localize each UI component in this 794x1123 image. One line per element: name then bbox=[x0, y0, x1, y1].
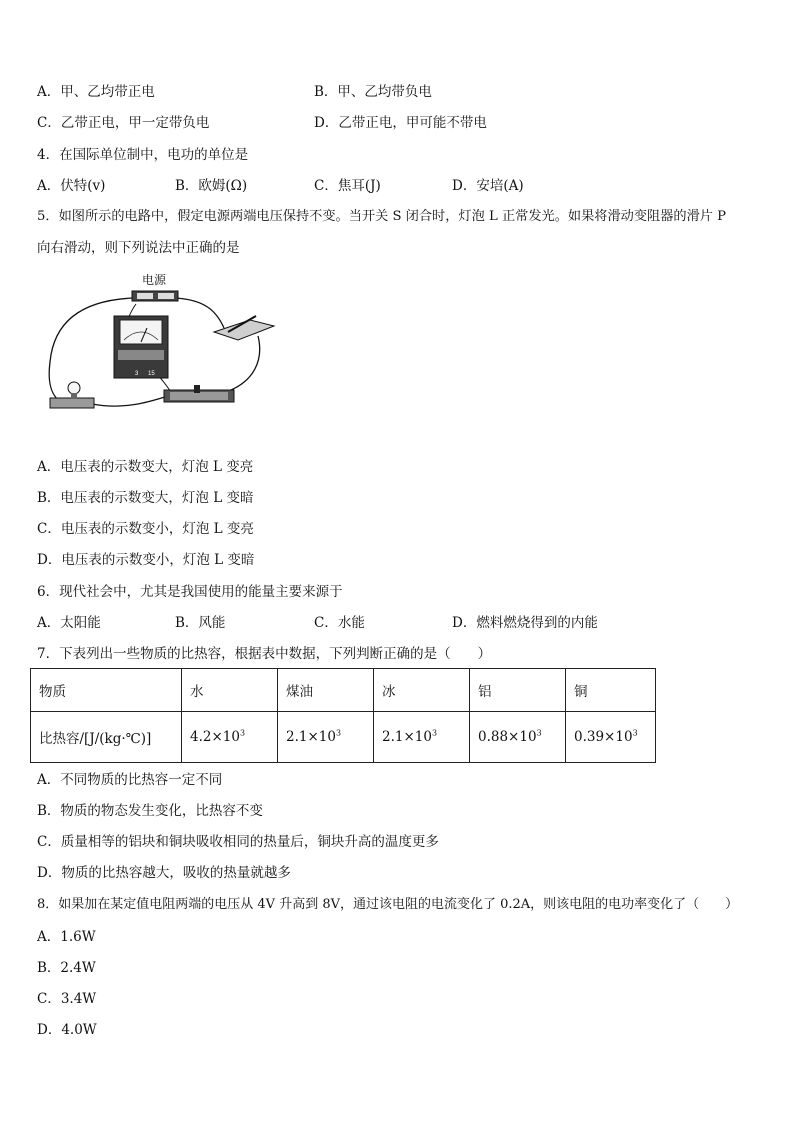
table-header-cell: 铜 bbox=[566, 669, 656, 712]
q6-option-b: B．风能 bbox=[175, 615, 226, 631]
q8-option-a: A．1.6W bbox=[37, 929, 96, 945]
table-header-cell: 冰 bbox=[374, 669, 470, 712]
q8-option-b: B．2.4W bbox=[37, 960, 96, 976]
q7-option-a: A．不同物质的比热容一定不同 bbox=[37, 772, 223, 788]
table-row bbox=[31, 712, 656, 763]
q8-stem: 8．如果加在某定值电阻两端的电压从 4V 升高到 8V，通过该电阻的电流变化了 0.2A，则该电阻的电功率变化了（ ） bbox=[37, 897, 739, 912]
q4-option-a: A．伏特(v) bbox=[37, 178, 106, 194]
q5-stem-line2: 向右滑动，则下列说法中正确的是 bbox=[37, 240, 240, 256]
bulb-icon bbox=[68, 382, 80, 394]
q5-option-d: D．电压表的示数变小，灯泡 L 变暗 bbox=[37, 552, 255, 568]
q5-option-a: A．电压表的示数变大，灯泡 L 变亮 bbox=[37, 459, 254, 475]
q3-option-a: A．甲、乙均带正电 bbox=[37, 84, 155, 100]
q7-option-c: C．质量相等的铝块和铜块吸收相同的热量后，铜块升高的温度更多 bbox=[37, 834, 439, 850]
q6-option-d: D．燃料燃烧得到的内能 bbox=[452, 615, 598, 631]
table-header-cell: 水 bbox=[182, 669, 278, 712]
table-header-row bbox=[31, 669, 656, 712]
meter-scale-15: 15 bbox=[148, 371, 155, 377]
q4-option-c: C．焦耳(J) bbox=[314, 178, 381, 194]
q5-option-b: B．电压表的示数变大，灯泡 L 变暗 bbox=[37, 490, 254, 506]
table-header-cell: 物质 bbox=[31, 669, 182, 712]
q7-stem: 7．下表列出一些物质的比热容，根据表中数据，下列判断正确的是（ ） bbox=[37, 646, 492, 662]
meter-scale-3: 3 bbox=[135, 371, 139, 377]
table-cell: $0.88\times 10^3$ bbox=[470, 712, 566, 763]
q5-stem-line1: 5．如图所示的电路中，假定电源两端电压保持不变。当开关 S 闭合时，灯泡 L 正常发光。如果将滑动变阻器的滑片 P bbox=[37, 209, 727, 224]
q3-option-c: C．乙带正电，甲一定带负电 bbox=[37, 115, 210, 131]
table-header-cell: 铝 bbox=[470, 669, 566, 712]
table-row-label: 比热容/[J/(kg·℃)] bbox=[31, 712, 182, 763]
q4-option-d: D．安培(A) bbox=[452, 178, 524, 194]
circuit-diagram bbox=[44, 270, 276, 416]
table-header-cell: 煤油 bbox=[278, 669, 374, 712]
bulb-base-icon bbox=[50, 398, 94, 408]
q6-stem: 6．现代社会中，尤其是我国使用的能量主要来源于 bbox=[37, 584, 343, 600]
table-cell: $2.1\times 10^3$ bbox=[374, 712, 470, 763]
power-label: 电源 bbox=[142, 273, 167, 287]
q7-option-d: D．物质的比热容越大，吸收的热量就越多 bbox=[37, 865, 291, 881]
table-cell: $4.2\times 10^3$ bbox=[182, 712, 278, 763]
specific-heat-table bbox=[30, 668, 656, 763]
table-cell: $0.39\times 10^3$ bbox=[566, 712, 656, 763]
table-cell: $2.1\times 10^3$ bbox=[278, 712, 374, 763]
q7-option-b: B．物质的物态发生变化，比热容不变 bbox=[37, 803, 263, 819]
q3-option-b: B．甲、乙均带负电 bbox=[314, 84, 432, 100]
q6-option-a: A．太阳能 bbox=[37, 615, 101, 631]
q8-option-c: C．3.4W bbox=[37, 991, 97, 1007]
q8-option-d: D．4.0W bbox=[37, 1022, 97, 1038]
q6-option-c: C．水能 bbox=[314, 615, 365, 631]
q4-stem: 4．在国际单位制中，电功的单位是 bbox=[37, 147, 249, 163]
q4-option-b: B．欧姆(Ω) bbox=[175, 178, 248, 194]
q3-option-d: D．乙带正电，甲可能不带电 bbox=[314, 115, 487, 131]
q5-option-c: C．电压表的示数变小，灯泡 L 变亮 bbox=[37, 521, 254, 537]
